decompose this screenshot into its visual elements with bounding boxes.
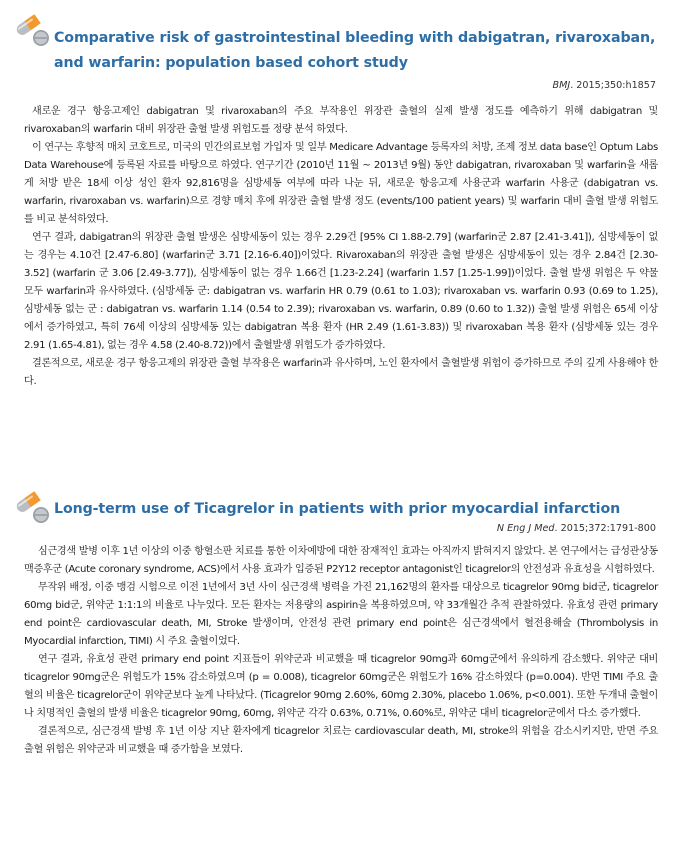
body-paragraph: 연구 결과, dabigatran의 위장관 출혈 발생은 심방세동이 있는 경우 2.29건 [95% CI 1.88-2.79] (warfarin군 2.87 [2.41-3.41]), 심방세동이 없는 경우는 4.10건 [2.47-6.80] (warfarin군 3.71 [2.16-6.40])이었다. Rivaroxaban의 위장관 출혈 발생은 심방세동이 있는 경우 2.84건 [2.30-3.52] (warfarin 군 3.06 [2.49-3.77]), 심방세동이 없는 경우 1.66건 [1.23-2.24] (warfarin 1.57 [1.25-1.99])이었다. 출혈 발생 위험은 두 약물 모두 warfarin과 유사하였다. (심방세동 군: dabigatran vs. warfarin HR 0.79 (0.61 to 1.03); rivaroxaban vs. warfarin 0.93 (0.69 to 1.25), 심방세동 없는 군 : dabigatran vs. warfarin 1.14 (0.54 to 2.39); rivaroxaban vs. warfarin, 0.89 (0.60 to 1.32)) 출혈 발생 위험은 65세 이상에서 증가하였고, 특히 76세 이상의 심방세동 있는 dabigatran 복용 환자 (HR 2.49 (1.61-3.83)) 및 rivaroxaban 복용 환자 (심방세동 있는 경우 2.91 (1.65-4.81), 없는 경우 4.58 (2.40-8.72))에서 출혈발생 위험도가 증가하였다. bbox=[24, 232, 658, 351]
article-citation bbox=[497, 523, 656, 534]
article-body bbox=[24, 103, 658, 391]
article-title: Comparative risk of gastrointestinal bleeding with dabigatran, rivaroxaban, and warfarin: population based cohort study bbox=[54, 30, 656, 71]
citation-details: . 2015;372:1791-800 bbox=[554, 523, 656, 534]
body-paragraph: 심근경색 발병 이후 1년 이상의 이중 항혈소판 치료를 통한 이차예방에 대한 잠재적인 효과는 아직까지 밝혀지지 않았다. 본 연구에서는 급성관상동맥증후군 (Acute coronary syndrome, ACS)에서 사용 효과가 입증된 P2Y12 receptor antagonist인 ticagrelor의 안전성과 유효성을 시험하였다. bbox=[24, 546, 658, 575]
article-citation bbox=[553, 80, 657, 91]
body-paragraph: 결론적으로, 새로운 경구 항응고제의 위장관 출혈 부작용은 warfarin과 유사하며, 노인 환자에서 출혈발생 위험이 증가하므로 주의 깊게 사용해야 한다. bbox=[24, 358, 658, 387]
body-paragraph: 무작위 배정, 이중 맹검 시험으로 이전 1년에서 3년 사이 심근경색 병력을 가진 21,162명의 환자를 대상으로 ticagrelor 90mg bid군, ticagrelor 60mg bid군, 위약군 1:1:1의 비율로 나누었다. 모든 환자는 저용량의 aspirin을 복용하였으며, 약 33개월간 추적 관찰하였다. 유효성 관련 primary end point은 cardiovascular death, MI, Stroke 발생이며, 안전성 관련 primary end point은 심근경색에서 혈전용해술 (Thrombolysis in Myocardial infarction, TIMI) 시 주요 출혈이었다. bbox=[24, 582, 658, 647]
body-paragraph: 이 연구는 후향적 매치 코호트로, 미국의 민간의료보험 가입자 및 일부 Medicare Advantage 등록자의 처방, 조제 정보 data base인 Optum Labs Data Warehouse에 등록된 자료를 바탕으로 하였다. 연구기간 (2010년 11월 ~ 2013년 9월) 동안 dabigatran, rivaroxaban 및 warfarin을 새롭게 처방 받은 18세 이상 성인 환자 92,816명을 심방세동 여부에 따라 나눈 뒤, 새로운 항응고제 사용군과 warfarin 사용군 (dabigatran vs. warfarin, rivaroxaban vs. warfarin)으로 경향 매치 후에 위장관 출혈 발생 정도 (events/100 patient years) 및 warfarin 대비 출혈 발생 위험도를 비교 분석하였다. bbox=[24, 142, 658, 225]
pill-capsule-icon bbox=[14, 14, 52, 48]
citation-details: . 2015;350:h1857 bbox=[570, 80, 656, 91]
body-paragraph: 결론적으로, 심근경색 발병 후 1년 이상 지난 환자에게 ticagrelor 치료는 cardiovascular death, MI, stroke의 위험을 감소시키지만, 반면 주요 출혈 위험은 위약군과 비교했을 때 증가함을 보였다. bbox=[24, 726, 658, 755]
body-paragraph: 연구 결과, 유효성 관련 primary end point 지표들이 위약군과 비교했을 때 ticagrelor 90mg과 60mg군에서 유의하게 감소했다. 위약군 대비 ticagrelor 90mg군은 위험도가 15% 감소하였으며 (p = 0.008), ticagrelor 60mg군은 위험도가 16% 감소하였다 (p=0.004). 반면 TIMI 주요 출혈의 비율은 ticagrelor군이 위약군보다 높게 나타났다. (Ticagrelor 90mg 2.60%, 60mg 2.30%, placebo 1.06%, p<0.001). 또한 두개내 출혈이나 치명적인 출혈의 발생 비율은 ticagrelor 90mg, 60mg, 위약군 각각 0.63%, 0.71%, 0.60%로, 위약군 대비 ticagrelor군에서 다소 증가했다. bbox=[24, 654, 658, 719]
pill-capsule-icon bbox=[14, 491, 52, 525]
body-paragraph: 새로운 경구 항응고제인 dabigatran 및 rivaroxaban의 주요 부작용인 위장관 출혈의 실제 발생 정도를 예측하기 위해 dabigatran 및 rivaroxaban의 warfarin 대비 위장관 출혈 발생 위험도를 정량 분석 하였다. bbox=[24, 106, 658, 135]
article-title: Long-term use of Ticagrelor in patients with prior myocardial infarction bbox=[54, 501, 621, 517]
article-body bbox=[24, 543, 658, 759]
journal-name: N Eng J Med bbox=[496, 523, 555, 534]
journal-name: BMJ bbox=[552, 80, 571, 91]
